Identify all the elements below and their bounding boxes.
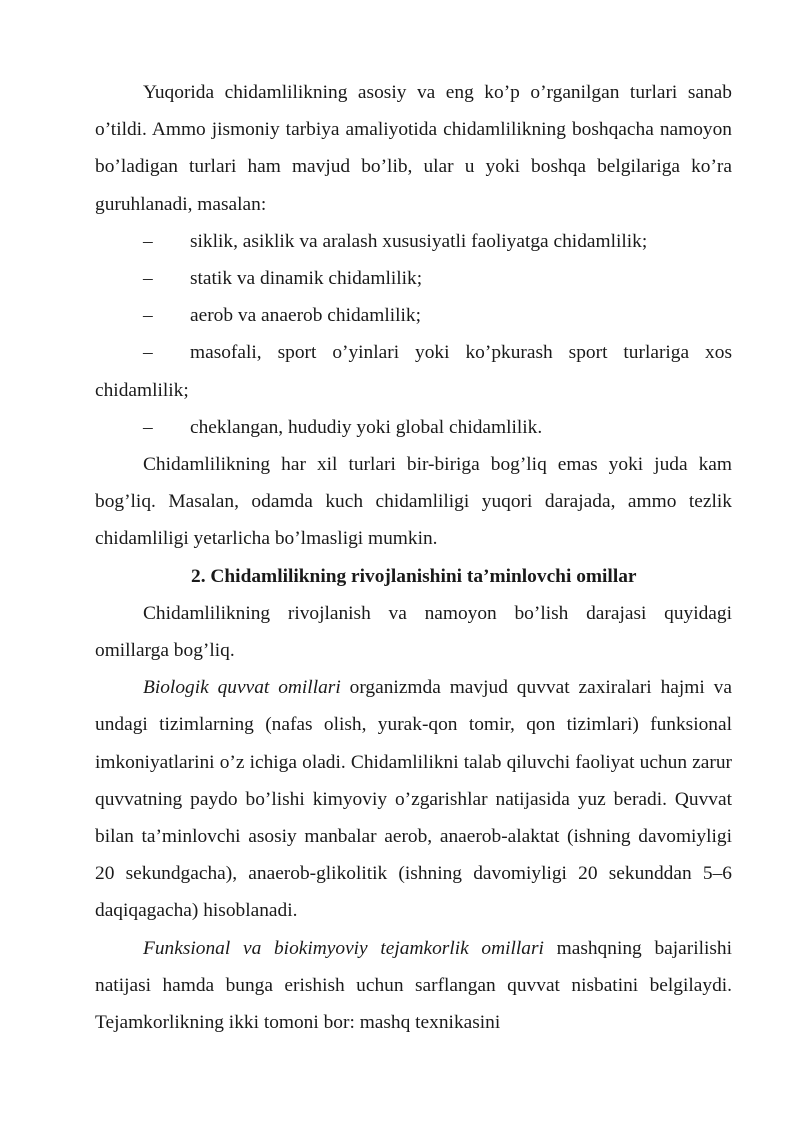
document-page [95, 74, 732, 1041]
types-list [95, 223, 732, 446]
section-heading: 2. Chidamlilikning rivojlanishini ta’minlovchi omillar [191, 565, 637, 587]
paragraph-relation: Chidamlilikning har xil turlari bir-biriga bog’liq emas yoki juda kam bog’liq. Masalan, odamda kuch chidamliligi yuqori darajada, ammo tezlik chidamliligi yetarlicha bo’lmasligi mumkin. [95, 454, 732, 550]
term-biological: Biologik quvvat omillari [143, 677, 341, 699]
list-item-text: masofali, sport o’yinlari yoki ko’pkurash sport turlariga xos chidamlilik; [95, 342, 732, 401]
list-item [95, 297, 732, 334]
paragraph-factors-intro: Chidamlilikning rivojlanish va namoyon bo’lish darajasi quyidagi omillarga bog’liq. [95, 602, 732, 662]
paragraph-biological [95, 669, 732, 929]
list-item [95, 409, 732, 446]
paragraph-functional [95, 930, 732, 1042]
list-item [95, 260, 732, 297]
list-item-text: siklik, asiklik va aralash xususiyatli faoliyatga chidamlilik; [190, 230, 648, 252]
list-dash: – [143, 416, 153, 438]
text-functional: mashqning bajarilishi natijasi hamda bunga erishish uchun sarflangan quvvat nisbatini belgilaydi. Tejamkorlikning ikki tomoni bor: mashq texnikasini [95, 937, 732, 1034]
paragraph-intro: Yuqorida chidamlilikning asosiy va eng ko’p o’rganilgan turlari sanab o’tildi. Ammo jismoniy tarbiya amaliyotida chidamlilikning boshqacha namoyon bo’ladigan turlari ham mavjud bo’lib, ular u yoki boshqa belgilariga ko’ra guruhlanadi, masalan: [95, 82, 732, 215]
list-dash: – [143, 342, 153, 364]
list-dash: – [143, 230, 153, 252]
list-dash: – [143, 305, 153, 327]
list-item-text: statik va dinamik chidamlilik; [190, 268, 423, 290]
term-functional: Funksional va biokimyoviy tejamkorlik omillari [143, 937, 544, 959]
text-biological: organizmda mavjud quvvat zaxiralari hajmi va undagi tizimlarning (nafas olish, yurak-qon tomir, qon tizimlari) funksional imkoniyatlarini o’z ichiga oladi. Chidamlilikni talab qiluvchi faoliyat uchun zarur quvvatning paydo bo’lishi kimyoviy o’zgarishlar natijasida yuz beradi. Quvvat bilan ta’minlovchi asosiy manbalar aerob, anaerob-alaktat (ishning davomiyligi 20 sekundgacha), anaerob-glikolitik (ishning davomiyligi 20 sekunddan 5–6 daqiqagacha) hisoblanadi. [95, 677, 732, 922]
list-item-text: cheklangan, hududiy yoki global chidamlilik. [190, 416, 543, 438]
list-dash: – [143, 268, 153, 290]
list-item [95, 334, 732, 408]
list-item-text: aerob va anaerob chidamlilik; [190, 305, 421, 327]
list-item [95, 223, 732, 260]
